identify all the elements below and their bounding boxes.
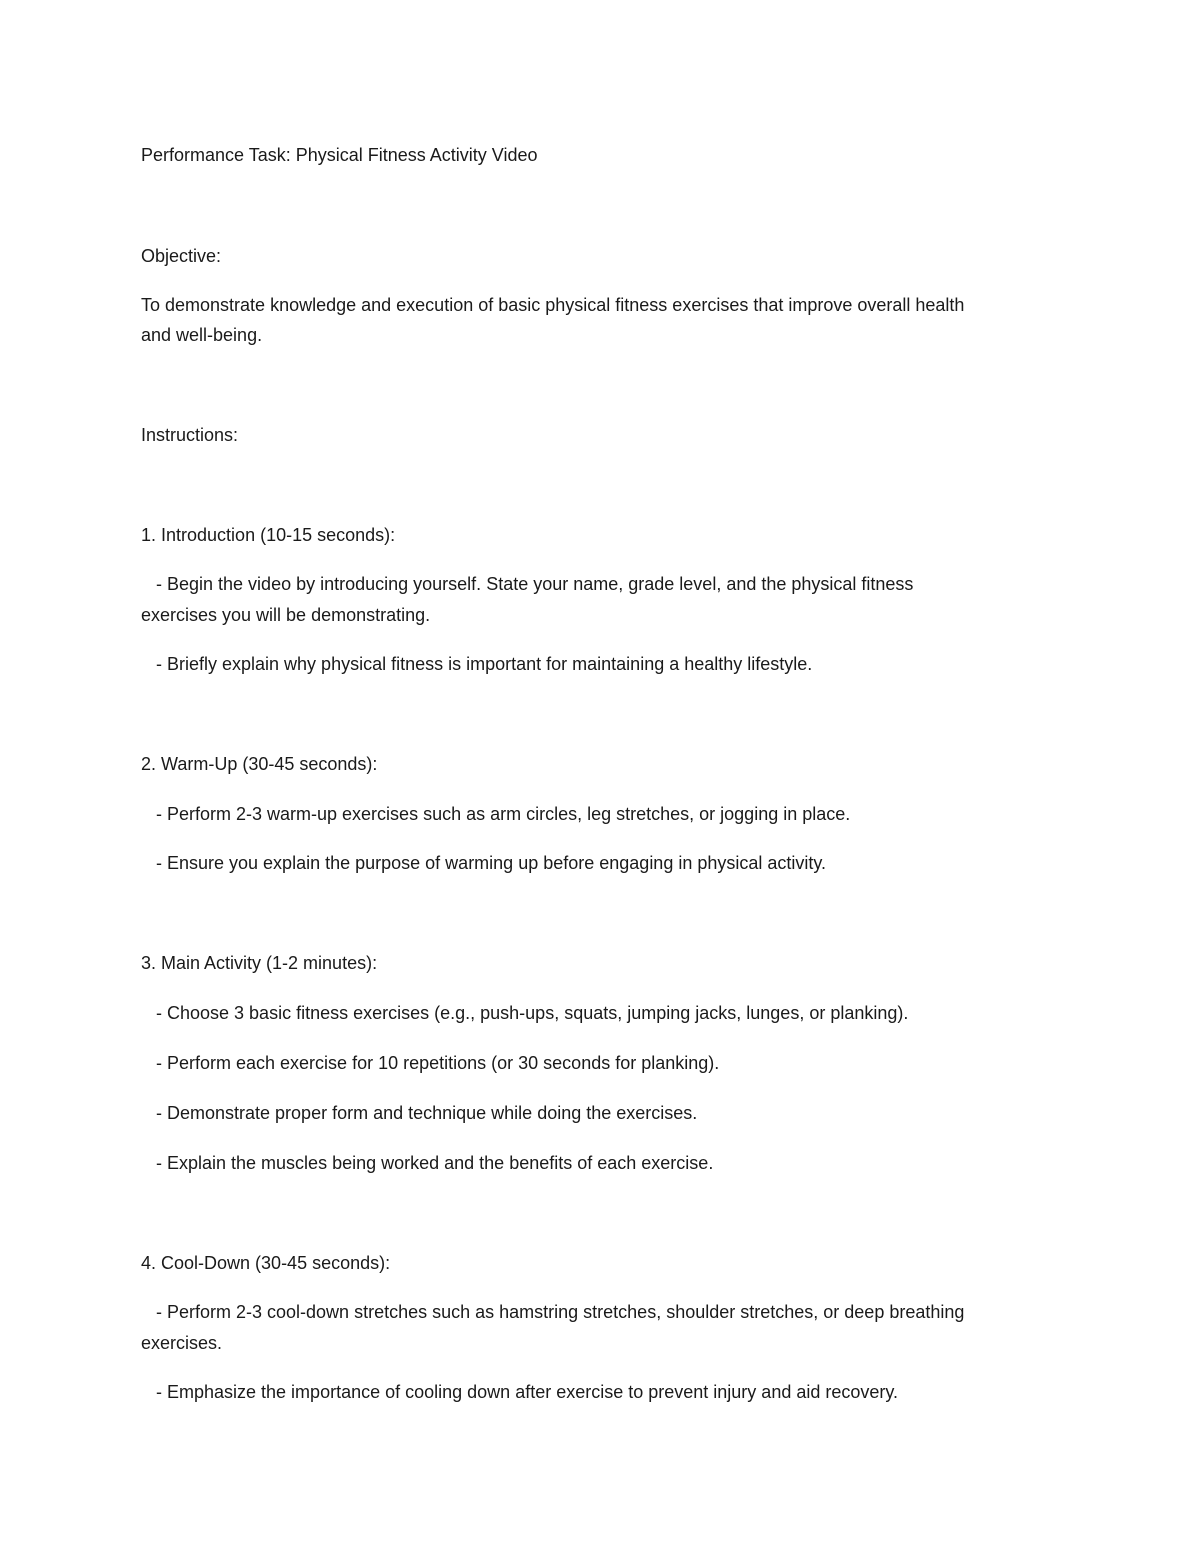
list-item-line: - Emphasize the importance of cooling down after exercise to prevent injury and aid recovery.: [156, 1382, 899, 1402]
section-heading-warm-up: 2. Warm-Up (30-45 seconds):: [141, 754, 378, 774]
list-item-line: - Begin the video by introducing yourself. State your name, grade level, and the physical fitness: [156, 574, 914, 594]
section-heading-introduction: 1. Introduction (10-15 seconds):: [141, 525, 396, 545]
list-item-line: exercises you will be demonstrating.: [141, 605, 431, 625]
list-item-line: - Perform each exercise for 10 repetitions (or 30 seconds for planking).: [156, 1053, 720, 1073]
list-item-line: - Briefly explain why physical fitness is important for maintaining a healthy lifestyle.: [156, 654, 813, 674]
section-heading-main-activity: 3. Main Activity (1-2 minutes):: [141, 953, 378, 973]
list-item-line: - Explain the muscles being worked and the benefits of each exercise.: [156, 1153, 714, 1173]
list-item-line: - Perform 2-3 cool-down stretches such as hamstring stretches, shoulder stretches, or deep breathing: [156, 1302, 965, 1322]
objective-text-line-2: and well-being.: [141, 325, 263, 345]
list-item-line: - Choose 3 basic fitness exercises (e.g., push-ups, squats, jumping jacks, lunges, or planking).: [156, 1003, 909, 1023]
list-item-line: - Perform 2-3 warm-up exercises such as arm circles, leg stretches, or jogging in place.: [156, 804, 851, 824]
list-item-line: exercises.: [141, 1333, 223, 1353]
document-title: Performance Task: Physical Fitness Activity Video: [141, 145, 538, 165]
list-item-line: - Ensure you explain the purpose of warming up before engaging in physical activity.: [156, 853, 827, 873]
objective-text-line-1: To demonstrate knowledge and execution of basic physical fitness exercises that improve overall health: [141, 295, 965, 315]
section-heading-cool-down: 4. Cool-Down (30-45 seconds):: [141, 1253, 391, 1273]
objective-heading: Objective:: [141, 246, 222, 266]
list-item-line: - Demonstrate proper form and technique while doing the exercises.: [156, 1103, 698, 1123]
instructions-heading: Instructions:: [141, 425, 239, 445]
